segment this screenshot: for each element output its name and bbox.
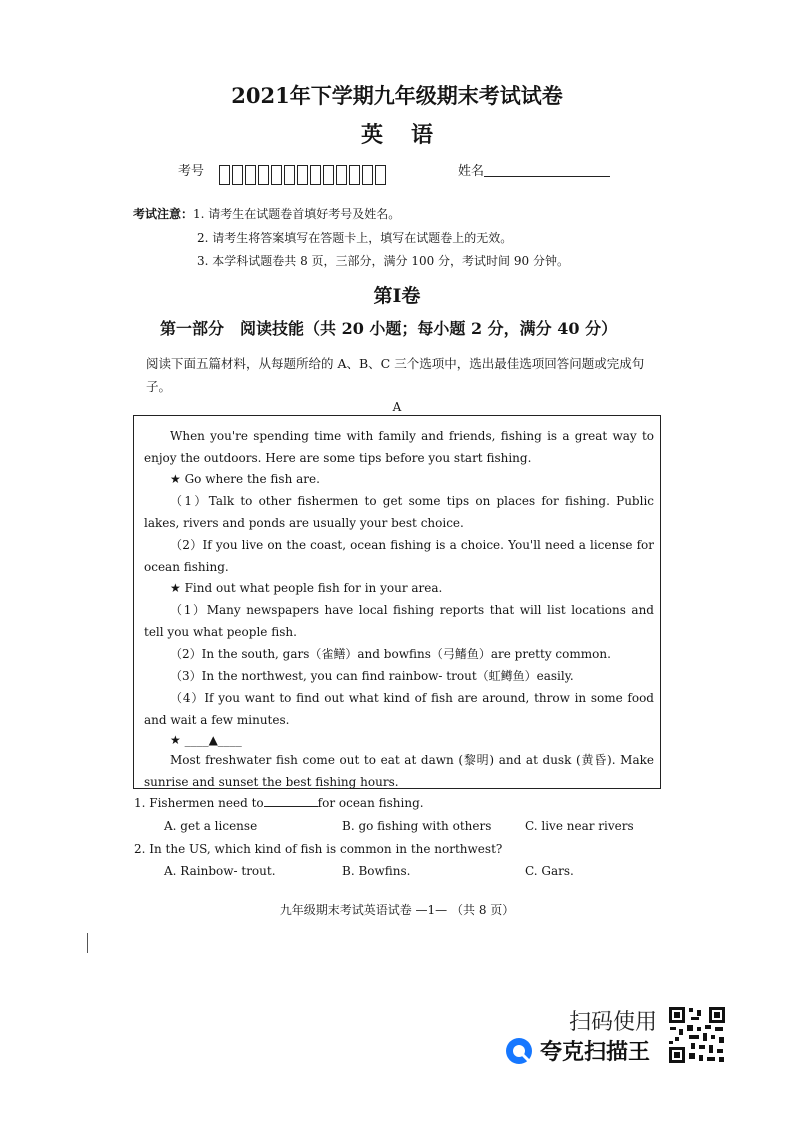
notice-label: 考试注意： xyxy=(133,207,194,221)
q1-option-a[interactable]: A. get a license xyxy=(164,819,258,833)
part-one-heading: 第一部分 阅读技能（共 20 小题；每小题 2 分，满分 40 分） xyxy=(160,319,618,338)
passage-intro: When you're spending time with family and friends, fishing is a great way to enjoy the outdoors. Here are some tips before you start fishing. xyxy=(144,429,654,465)
q2-option-a[interactable]: A. Rainbow- trout. xyxy=(164,864,276,878)
subject-title: 英语 xyxy=(360,122,461,148)
exam-id-boxes[interactable] xyxy=(219,165,388,185)
qr-code-icon[interactable] xyxy=(667,1005,727,1065)
part-one-instruction: 阅读下面五篇材料，从每题所给的 A、B、C 三个选项中，选出最佳选项回答问题或完成句子。 xyxy=(146,356,645,394)
question-2-stem: 2. In the US, which kind of fish is common in the northwest? xyxy=(134,842,503,856)
exam-id-label: 考号 xyxy=(178,164,205,179)
tip1-item-2: （2）If you live on the coast, ocean fishing is a choice. You'll need a license for ocean fishing. xyxy=(144,538,654,574)
tip2-item-4: （4）If you want to find out what kind of fish are around, throw in some food and wait a few minutes. xyxy=(144,691,654,727)
volume-title: 第Ⅰ卷 xyxy=(373,285,421,307)
tip2-item-1: （1）Many newspapers have local fishing reports that will list locations and tell you what people fish. xyxy=(144,603,654,639)
answer-blank xyxy=(264,796,318,807)
q2-option-b[interactable]: B. Bowfins. xyxy=(342,864,411,878)
page-footer: 九年级期末考试英语试卷 —1— （共 8 页） xyxy=(279,903,515,917)
passage-label: A xyxy=(392,400,402,414)
scanner-brand: 夸克扫描王 xyxy=(504,1035,650,1066)
notice-item-1: 1. 请考生在试题卷首填好考号及姓名。 xyxy=(193,207,401,221)
q1-option-c[interactable]: C. live near rivers xyxy=(525,819,634,833)
q1-option-b[interactable]: B. go fishing with others xyxy=(342,819,492,833)
scan-prompt: 扫码使用 xyxy=(569,1010,658,1035)
tip2-heading: ★ Find out what people fish for in your area. xyxy=(170,581,443,595)
notice-item-2: 2. 请考生将答案填写在答题卡上，填写在试题卷上的无效。 xyxy=(197,231,513,245)
scan-mark xyxy=(87,933,88,953)
question-1-stem: 1. Fishermen need to for ocean fishing. xyxy=(134,796,424,810)
tip3-heading: ★ ____▲____ xyxy=(170,733,242,747)
notice-label-row xyxy=(133,205,400,222)
tip2-item-2: （2）In the south, gars（雀鳝）and bowfins（弓鳍鱼）are pretty common. xyxy=(170,647,611,661)
tip1-heading: ★ Go where the fish are. xyxy=(170,472,320,486)
q2-option-c[interactable]: C. Gars. xyxy=(525,864,574,878)
tip1-item-1: （1）Talk to other fishermen to get some tips on places for fishing. Public lakes, rivers and ponds are usually your best choice. xyxy=(144,494,654,530)
name-label: 姓名 xyxy=(458,164,485,179)
tip3-text: Most freshwater fish come out to eat at dawn (黎明) and at dusk (黄昏). Make sunrise and sunset the best fishing hours. xyxy=(144,753,654,789)
quark-logo-icon xyxy=(504,1036,534,1066)
notice-item-3: 3. 本学科试题卷共 8 页，三部分，满分 100 分，考试时间 90 分钟。 xyxy=(197,254,569,268)
tip2-item-3: （3）In the northwest, you can find rainbow- trout（虹鳟鱼）easily. xyxy=(170,669,574,683)
exam-title: 2021年下学期九年级期末考试试卷 xyxy=(231,83,563,108)
name-field[interactable] xyxy=(484,176,610,177)
